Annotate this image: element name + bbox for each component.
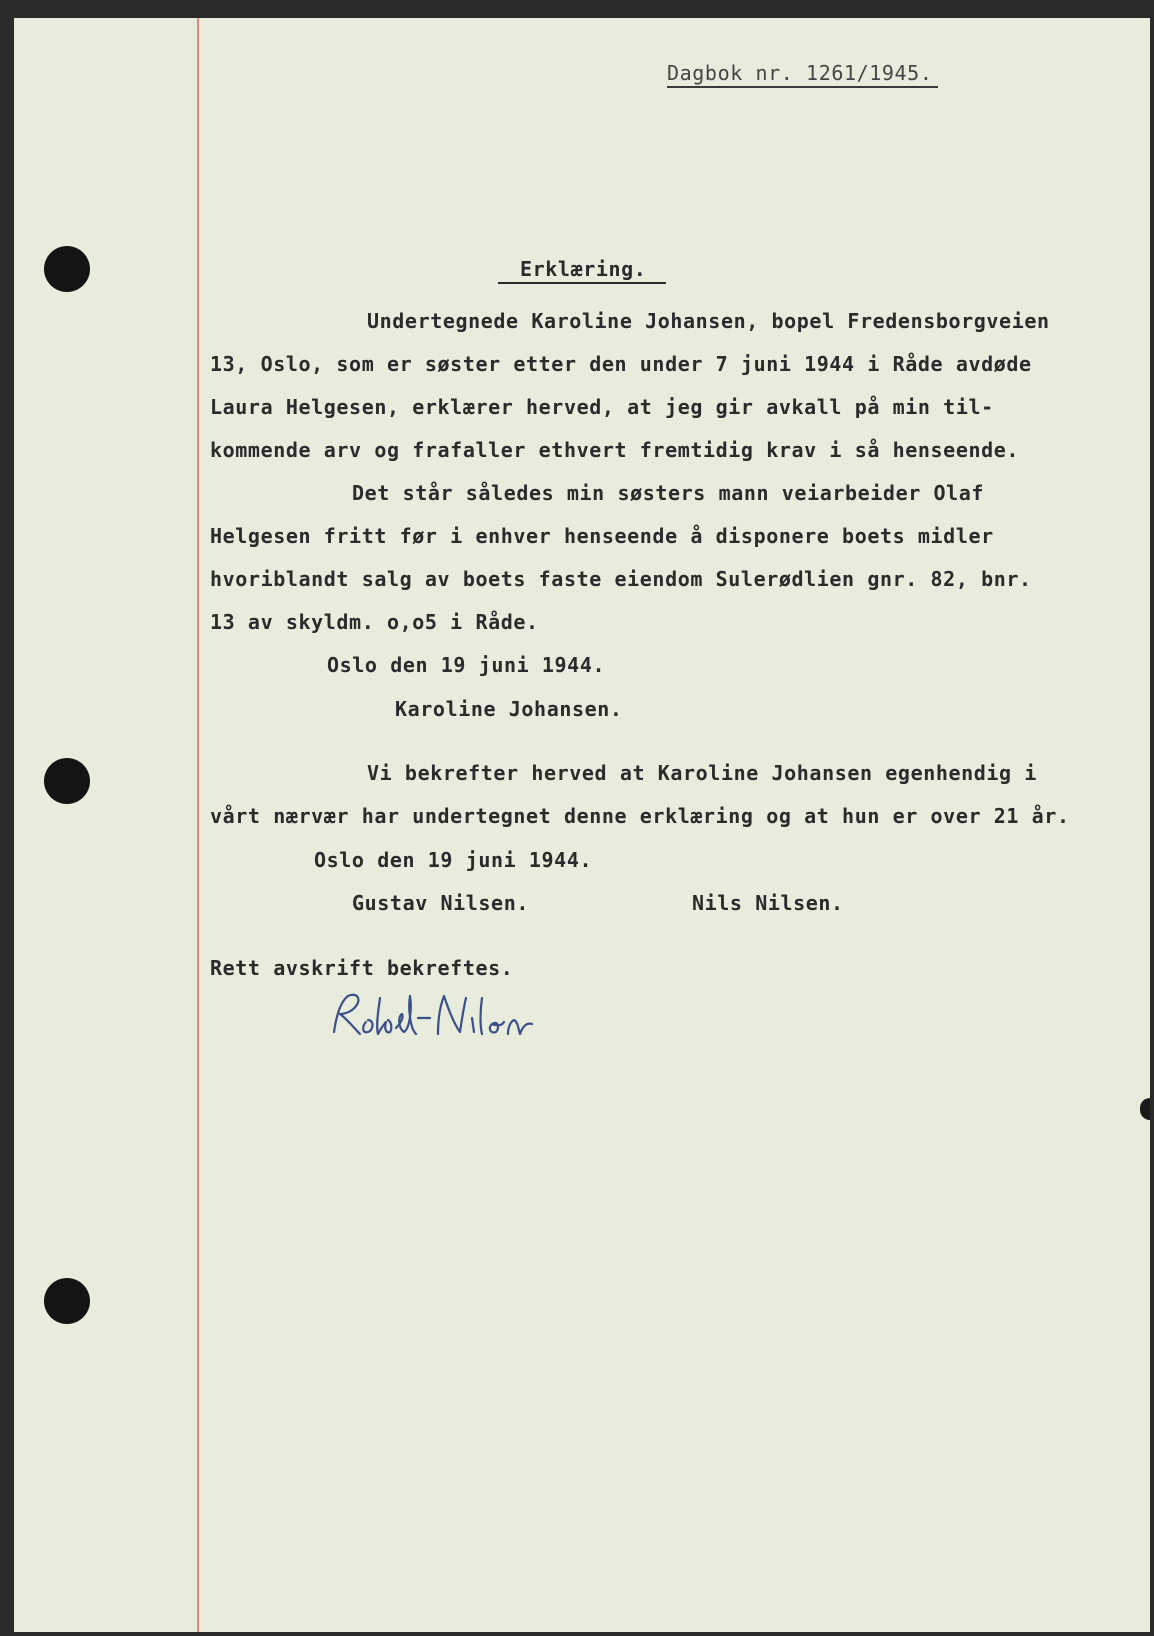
body-line: Det står således min søsters mann veiarbeider Olaf	[352, 481, 985, 505]
body-line: 13, Oslo, som er søster etter den under 7 juni 1944 i Råde avdøde	[210, 352, 1032, 376]
body-line: kommende arv og frafaller ethvert fremtidig krav i så henseende.	[210, 438, 1020, 462]
margin-rule	[197, 18, 199, 1632]
witness-statement-line: Vi bekrefter herved at Karoline Johansen egenhendig i	[367, 761, 1037, 785]
witness-statement-line: vårt nærvær har undertegnet denne erklæring og at hun er over 21 år.	[210, 804, 1070, 828]
witness-name: Gustav Nilsen.	[352, 891, 529, 915]
document-title: Erklæring.	[498, 256, 666, 284]
punch-hole-top	[44, 246, 90, 292]
body-line: hvoriblandt salg av boets faste eiendom Sulerødlien gnr. 82, bnr.	[210, 567, 1032, 591]
handwritten-signature	[326, 988, 546, 1052]
punch-hole-bottom	[44, 1278, 90, 1324]
witness-name: Nils Nilsen.	[692, 891, 844, 915]
body-line: Helgesen fritt før i enhver henseende å disponere boets midler	[210, 524, 994, 548]
body-line: Undertegnede Karoline Johansen, bopel Fredensborgveien	[367, 309, 1050, 333]
certification-text: Rett avskrift bekreftes.	[210, 956, 514, 980]
place-date: Oslo den 19 juni 1944.	[314, 848, 593, 872]
reference-number: Dagbok nr. 1261/1945.	[667, 60, 938, 88]
punch-hole-middle	[44, 758, 90, 804]
body-line: 13 av skyldm. o,o5 i Råde.	[210, 610, 539, 634]
body-line: Laura Helgesen, erklærer herved, at jeg gir avkall på min til-	[210, 395, 994, 419]
place-date: Oslo den 19 juni 1944.	[327, 653, 606, 677]
edge-mark	[1140, 1098, 1150, 1120]
declarant-name: Karoline Johansen.	[395, 697, 623, 721]
document-page	[14, 18, 1150, 1632]
